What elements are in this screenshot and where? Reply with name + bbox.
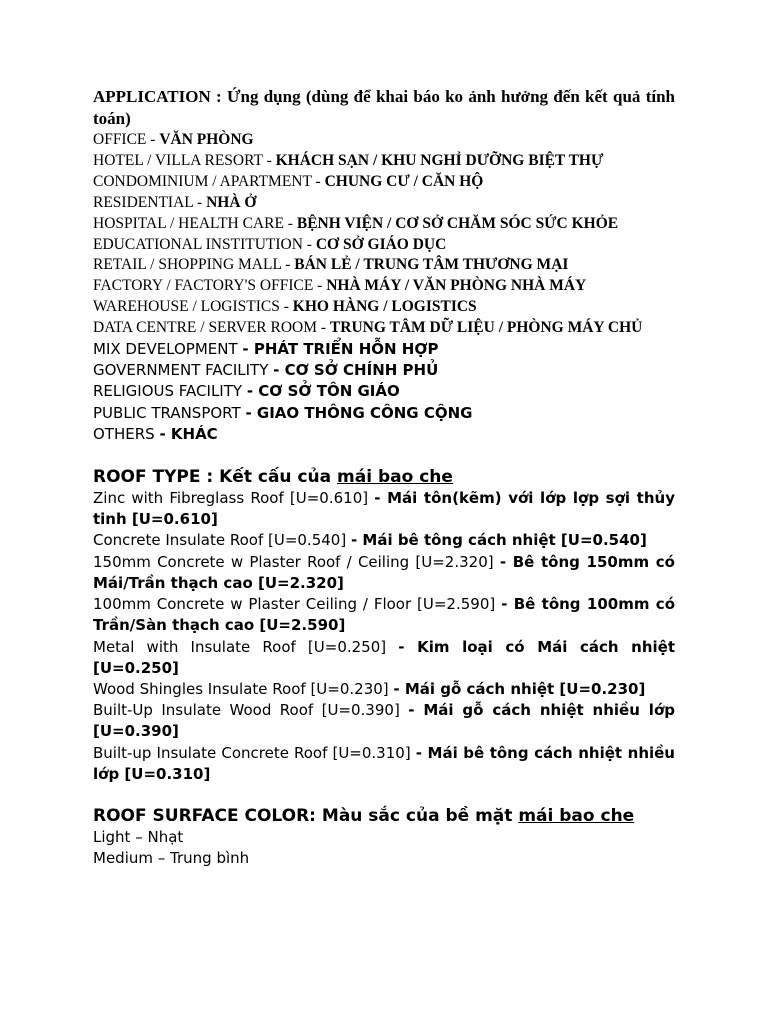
roof-type-item-en: Zinc with Fibreglass Roof [U=0.610] xyxy=(93,489,375,508)
application-item-retail xyxy=(93,255,675,276)
roof-type-item-vi: - Bê tông 150mm có Mái/Trần thạch cao [U=2.320] xyxy=(93,552,675,592)
application-item-en: GOVERNMENT FACILITY xyxy=(93,361,274,380)
roof-type-item xyxy=(93,637,675,679)
application-item-en: CONDOMINIUM / APARTMENT - xyxy=(93,172,325,190)
application-item-condominium xyxy=(93,172,675,193)
application-item-en: EDUCATIONAL INSTITUTION - xyxy=(93,235,316,253)
application-item-hospital xyxy=(93,214,675,235)
roof-type-item xyxy=(93,743,675,785)
application-item-en: HOTEL / VILLA RESORT - xyxy=(93,151,276,169)
roof-type-item-en: 150mm Concrete w Plaster Roof / Ceiling [U=2.320] xyxy=(93,552,500,571)
roof-type-item xyxy=(93,552,675,594)
roof-type-heading-label: ROOF TYPE : Kết cấu của xyxy=(93,467,338,488)
application-item-en: RETAIL / SHOPPING MALL - xyxy=(93,256,295,274)
roof-type-item-vi: - Mái bê tông cách nhiệt [U=0.540] xyxy=(350,531,647,550)
roof-surface-color-item-medium: Medium – Trung bình xyxy=(93,849,250,868)
application-section xyxy=(93,86,675,445)
roof-type-section xyxy=(93,466,675,785)
roof-surface-color-heading xyxy=(93,805,675,827)
roof-type-item xyxy=(93,679,675,700)
application-item-vi: - GIAO THÔNG CÔNG CỘNG xyxy=(245,403,473,422)
application-item-en: HOSPITAL / HEALTH CARE - xyxy=(93,214,297,232)
application-item-en: OFFICE - xyxy=(93,131,160,148)
application-heading-description: Ứng dụng (dùng để khai báo ko ảnh hưởng đến kết quả tính toán) xyxy=(93,87,675,128)
application-item-en: WAREHOUSE / LOGISTICS - xyxy=(93,298,293,316)
application-item-vi: - KHÁC xyxy=(159,424,218,443)
application-list-extra xyxy=(93,339,675,445)
application-item-vi: - PHÁT TRIỂN HỖN HỢP xyxy=(242,340,439,359)
application-item-mix-development xyxy=(93,339,675,360)
application-item-others xyxy=(93,424,675,445)
application-item-hotel xyxy=(93,151,675,172)
roof-type-item xyxy=(93,488,675,530)
application-item-vi: BÁN LẺ / TRUNG TÂM THƯƠNG MẠI xyxy=(294,256,569,274)
section-spacer xyxy=(93,445,675,466)
document-page xyxy=(93,86,675,869)
application-item-office xyxy=(93,130,675,151)
application-item-vi: BỆNH VIỆN / CƠ SỞ CHĂM SÓC SỨC KHỎE xyxy=(296,214,619,232)
application-item-vi: CHUNG CƯ / CĂN HỘ xyxy=(324,172,484,190)
application-item-vi: VĂN PHÒNG xyxy=(159,131,254,148)
application-item-factory xyxy=(93,276,675,297)
application-item-en: OTHERS xyxy=(93,424,160,443)
application-item-en: DATA CENTRE / SERVER ROOM - xyxy=(93,319,330,337)
roof-type-item-en: Wood Shingles Insulate Roof [U=0.230] xyxy=(93,679,394,698)
roof-type-item-en: Built-Up Insulate Wood Roof [U=0.390] xyxy=(93,701,409,720)
application-item-en: MIX DEVELOPMENT xyxy=(93,340,243,359)
application-item-residential xyxy=(93,193,675,214)
application-item-vi: TRUNG TÂM DỮ LIỆU / PHÒNG MÁY CHỦ xyxy=(329,319,643,337)
roof-surface-color-heading-label: ROOF SURFACE COLOR: Màu sắc của bề mặt xyxy=(93,805,519,826)
roof-type-item xyxy=(93,594,675,636)
roof-type-heading xyxy=(93,466,675,488)
application-item-religious xyxy=(93,381,675,402)
application-item-vi: NHÀ MÁY / VĂN PHÒNG NHÀ MÁY xyxy=(326,277,587,295)
application-item-en: RESIDENTIAL - xyxy=(93,193,207,211)
application-item-en: FACTORY / FACTORY'S OFFICE - xyxy=(93,277,327,295)
section-spacer xyxy=(93,785,675,805)
roof-type-item-vi: - Bê tông 100mm có Trần/Sàn thạch cao [U=2.590] xyxy=(93,595,675,635)
application-item-vi: CƠ SỞ GIÁO DỤC xyxy=(315,235,447,253)
roof-type-item-vi: - Mái tôn(kẽm) với lớp lợp sợi thủy tinh [U=0.610] xyxy=(93,489,675,529)
roof-surface-color-heading-underlined: mái bao che xyxy=(518,805,635,826)
application-item-vi: - CƠ SỞ TÔN GIÁO xyxy=(246,382,400,401)
application-heading xyxy=(93,86,675,130)
roof-type-item-en: Metal with Insulate Roof [U=0.250] xyxy=(93,637,399,656)
application-item-vi: - CƠ SỞ CHÍNH PHỦ xyxy=(273,361,439,380)
roof-type-item-en: Built-up Insulate Concrete Roof [U=0.310] xyxy=(93,743,416,762)
roof-type-item-vi: - Mái bê tông cách nhiệt nhiều lớp [U=0.310] xyxy=(93,743,675,783)
application-item-en: PUBLIC TRANSPORT xyxy=(93,403,246,422)
application-item-warehouse xyxy=(93,297,675,318)
application-item-vi: KHO HÀNG / LOGISTICS xyxy=(292,298,477,316)
application-item-vi: KHÁCH SẠN / KHU NGHỈ DƯỠNG BIỆT THỰ xyxy=(275,151,604,169)
roof-type-item-vi: - Mái gỗ cách nhiệt [U=0.230] xyxy=(393,679,646,698)
roof-type-item-vi: - Mái gỗ cách nhiệt nhiều lớp [U=0.390] xyxy=(93,701,675,741)
application-heading-label: APPLICATION : xyxy=(93,87,227,106)
application-list xyxy=(93,130,675,339)
roof-type-item xyxy=(93,530,675,551)
roof-type-item xyxy=(93,700,675,742)
application-item-educational xyxy=(93,235,675,256)
roof-type-item-en: 100mm Concrete w Plaster Ceiling / Floor [U=2.590] xyxy=(93,595,502,614)
roof-type-item-en: Concrete Insulate Roof [U=0.540] xyxy=(93,531,351,550)
application-item-vi: NHÀ Ở xyxy=(206,193,257,211)
application-item-data-centre xyxy=(93,318,675,339)
roof-surface-color-item-light: Light – Nhạt xyxy=(93,827,184,846)
application-item-public-transport xyxy=(93,403,675,424)
roof-type-heading-underlined: mái bao che xyxy=(337,467,453,488)
application-item-en: RELIGIOUS FACILITY xyxy=(93,382,247,401)
application-item-government xyxy=(93,360,675,381)
roof-surface-color-section xyxy=(93,805,675,869)
roof-type-list xyxy=(93,488,675,785)
roof-surface-color-list xyxy=(93,827,675,869)
roof-type-item-vi: - Kim loại có Mái cách nhiệt [U=0.250] xyxy=(93,637,676,677)
